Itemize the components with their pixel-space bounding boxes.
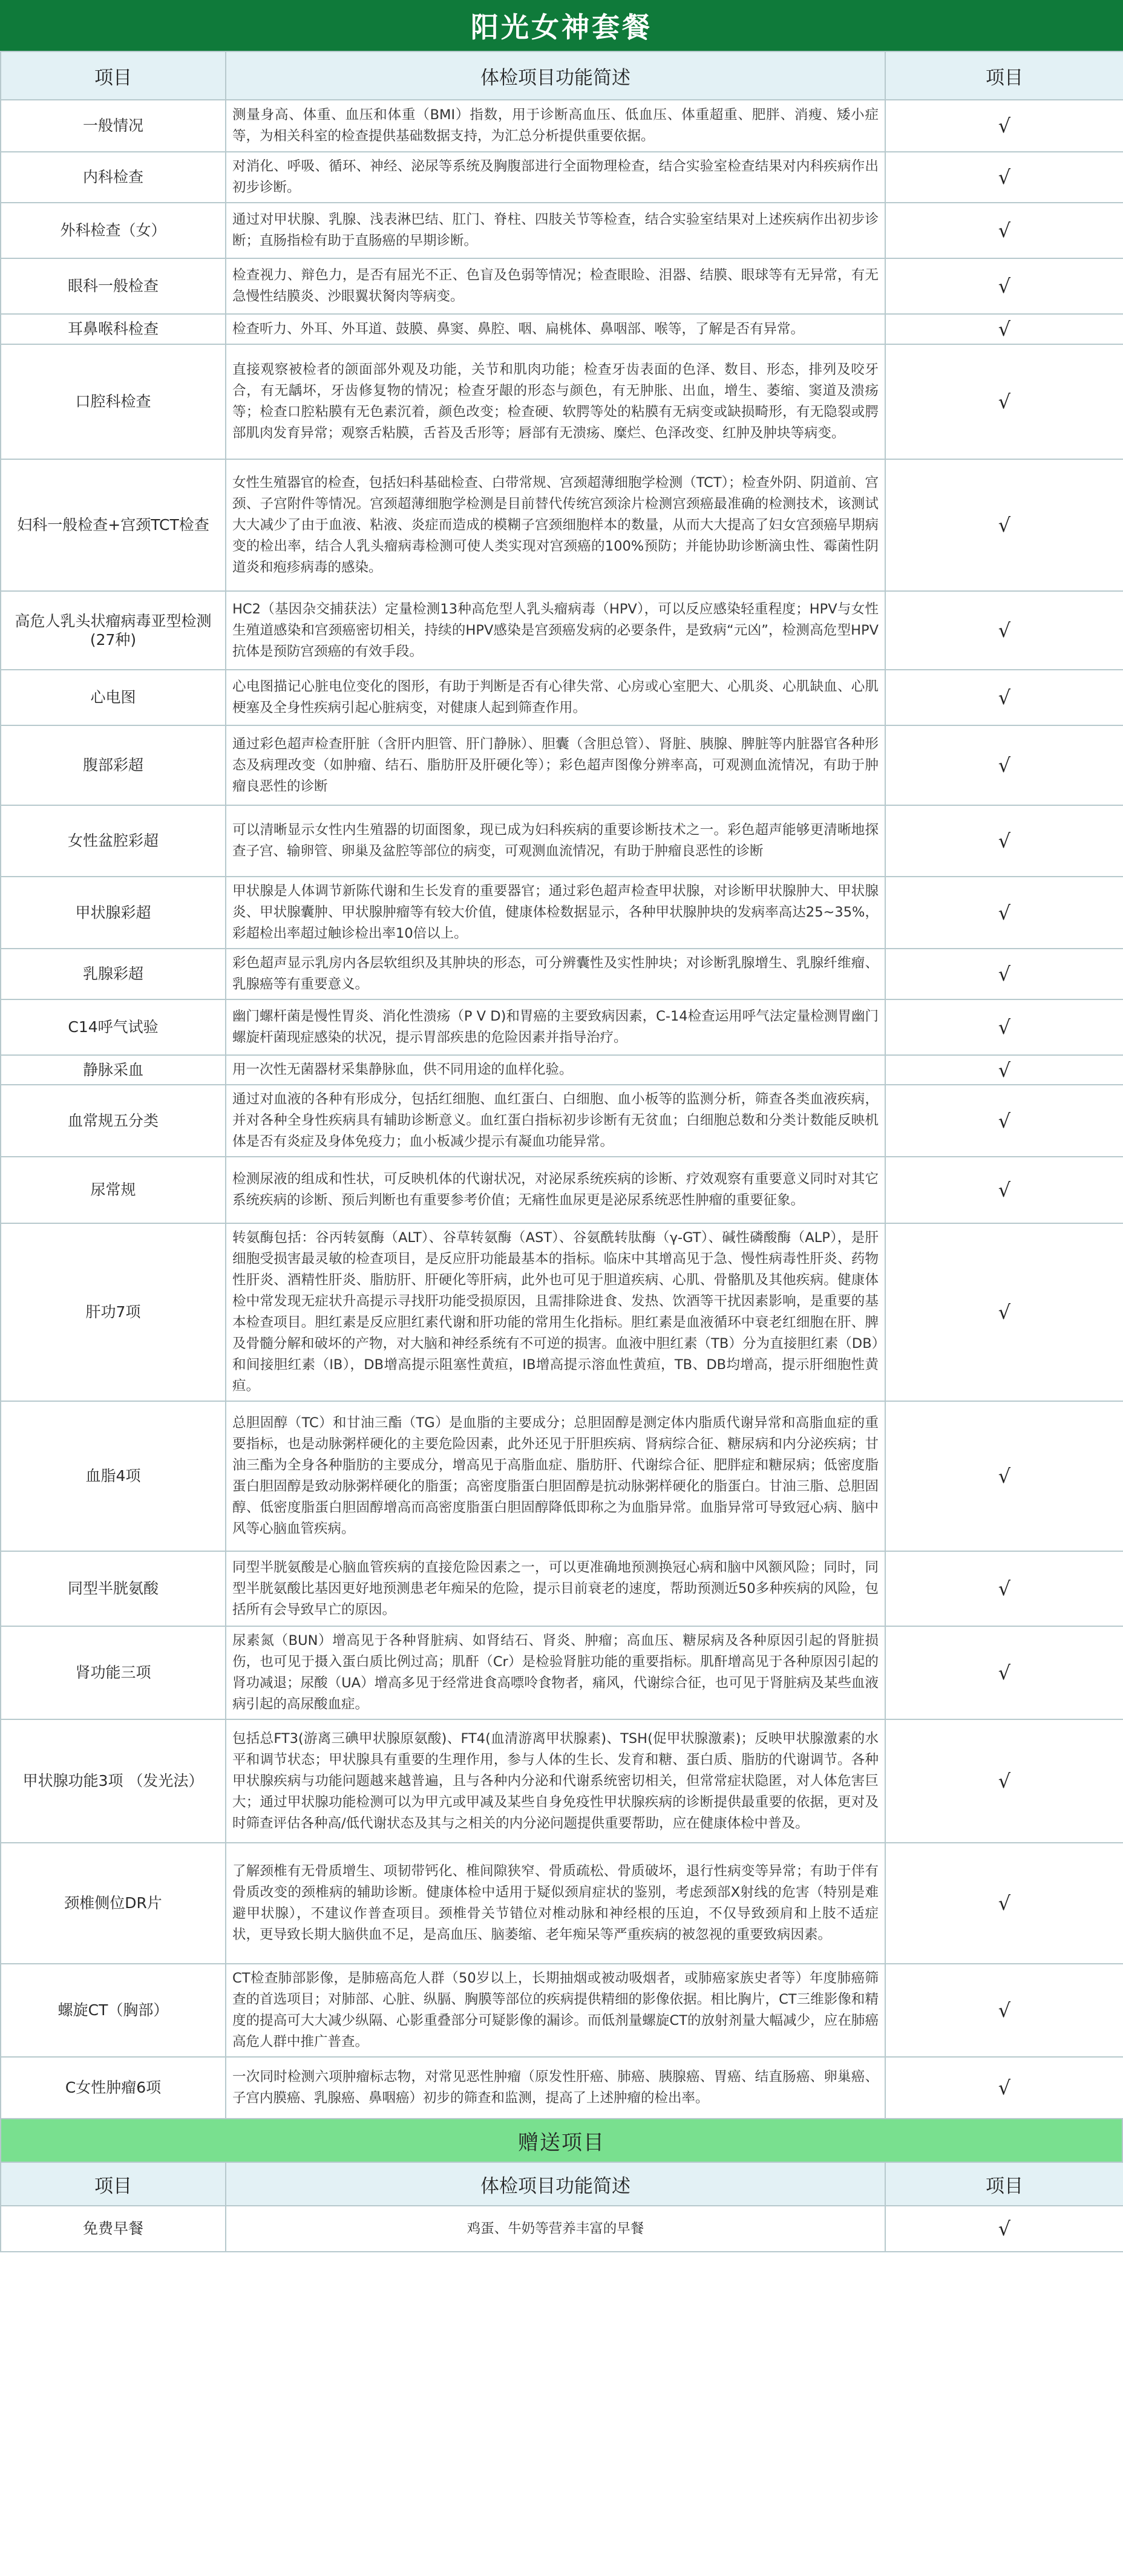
item-description: 鸡蛋、牛奶等营养丰富的早餐 (226, 2206, 885, 2252)
check-mark: √ (885, 725, 1123, 805)
check-mark: √ (885, 258, 1123, 314)
item-name: 高危人乳头状瘤病毒亚型检测(27种) (1, 591, 226, 670)
item-name: 口腔科检查 (1, 344, 226, 459)
table-row (1, 344, 1123, 459)
item-name: 螺旋CT（胸部） (1, 1964, 226, 2057)
item-description: 检测尿液的组成和性状，可反映机体的代谢状况，对泌尿系统疾病的诊断、疗效观察有重要意义同时对其它系统疾病的诊断、预后判断也有重要参考价值；无痛性血尿更是泌尿系统恶性肿瘤的重要征象。 (226, 1157, 885, 1223)
header-item: 项目 (1, 51, 226, 100)
item-name: 尿常规 (1, 1157, 226, 1223)
item-description: 同型半胱氨酸是心脑血管疾病的直接危险因素之一，可以更准确地预测换冠心病和脑中风额风险；同时，同型半胱氨酸比基因更好地预测患老年痴呆的危险，提示目前衰老的速度，帮助预测近50多种疾病的风险，包括所有会导致早亡的原因。 (226, 1551, 885, 1626)
check-mark: √ (885, 459, 1123, 591)
table-row (1, 203, 1123, 258)
item-name: 外科检查（女） (1, 203, 226, 258)
item-description: 总胆固醇（TC）和甘油三酯（TG）是血脂的主要成分；总胆固醇是测定体内脂质代谢异常和高脂血症的重要指标，也是动脉粥样硬化的主要危险因素，此外还见于肝胆疾病、肾病综合征、糖尿病和内分泌疾病；甘油三酯为全身各种脂肪的主要成分，增高见于高脂血症、脂肪肝、代谢综合征、肥胖症和糖尿病；低密度脂蛋白胆固醇是致动脉粥样硬化的脂蛋；高密度脂蛋白胆固醇是抗动脉粥样硬化的脂蛋白。甘油三脂、总胆固醇、低密度脂蛋白胆固醇增高而高密度脂蛋白胆固醇降低即称之为血脂异常。血脂异常可导致冠心病、脑中风等心脑血管疾病。 (226, 1401, 885, 1551)
gift-header-included: 项目 (885, 2162, 1123, 2206)
item-description: 了解颈椎有无骨质增生、项韧带钙化、椎间隙狭窄、骨质疏松、骨质破坏，退行性病变等异常；有助于伴有骨质改变的颈椎病的辅助诊断。健康体检中适用于疑似颈肩症状的鉴别，考虑颈部X射线的危害（特别是难避甲状腺），不建议作普查项目。颈椎骨关节错位对椎动脉和神经根的压迫，不仅导致颈肩和上肢不适症状，更导致长期大脑供血不足，是高血压、脑萎缩、老年痴呆等严重疾病的被忽视的重要致病因素。 (226, 1843, 885, 1964)
item-description: 甲状腺是人体调节新陈代谢和生长发育的重要器官；通过彩色超声检查甲状腺，对诊断甲状腺肿大、甲状腺炎、甲状腺囊肿、甲状腺肿瘤等有较大价值，健康体检数据显示，各种甲状腺肿块的发病率高达25~35%，彩超检出率超过触诊检出率10倍以上。 (226, 877, 885, 949)
check-mark: √ (885, 1964, 1123, 2057)
table-row (1, 258, 1123, 314)
item-description: 对消化、呼吸、循环、神经、泌尿等系统及胸腹部进行全面物理检查，结合实验室检查结果对内科疾病作出初步诊断。 (226, 152, 885, 203)
table-row (1, 1157, 1123, 1223)
table-row (1, 805, 1123, 877)
table-row (1, 1223, 1123, 1401)
table-header-row (1, 51, 1123, 100)
table-row (1, 725, 1123, 805)
check-mark: √ (885, 1401, 1123, 1551)
item-description: 直接观察被检者的颌面部外观及功能，关节和肌肉功能；检查牙齿表面的色泽、数目、形态，排列及咬牙合，有无龋坏，牙齿修复物的情况；检查牙龈的形态与颜色，有无肿胀、出血，增生、萎缩、窦道及溃疡等；检查口腔粘膜有无色素沉着，颜色改变；检查硬、软腭等处的粘膜有无病变或缺损畸形，有无隐裂或腭部肌肉发育异常；观察舌粘膜，舌苔及舌形等；唇部有无溃疡、糜烂、色泽改变、红肿及肿块等病变。 (226, 344, 885, 459)
item-name: 一般情况 (1, 100, 226, 152)
check-mark: √ (885, 805, 1123, 877)
item-description: 可以清晰显示女性内生殖器的切面图象，现已成为妇科疾病的重要诊断技术之一。彩色超声能够更清晰地探查子宫、输卵管、卵巢及盆腔等部位的病变，可观测血流情况，有助于肿瘤良恶性的诊断 (226, 805, 885, 877)
item-name: C女性肿瘤6项 (1, 2057, 226, 2119)
item-name: 腹部彩超 (1, 725, 226, 805)
check-mark: √ (885, 670, 1123, 725)
table-row (1, 1843, 1123, 1964)
item-description: 通过对甲状腺、乳腺、浅表淋巴结、肛门、脊柱、四肢关节等检查，结合实验室结果对上述疾病作出初步诊断；直肠指检有助于直肠癌的早期诊断。 (226, 203, 885, 258)
table-row (1, 2057, 1123, 2119)
item-description: 检查视力、辩色力，是否有屈光不正、色盲及色弱等情况；检查眼睑、泪器、结膜、眼球等有无异常，有无急慢性结膜炎、沙眼翼状胬肉等病变。 (226, 258, 885, 314)
check-mark: √ (885, 100, 1123, 152)
item-name: 静脉采血 (1, 1055, 226, 1085)
item-name: 颈椎侧位DR片 (1, 1843, 226, 1964)
item-description: 彩色超声显示乳房内各层软组织及其肿块的形态，可分辨囊性及实性肿块；对诊断乳腺增生、乳腺纤维瘤、乳腺癌等有重要意义。 (226, 949, 885, 999)
table-row (1, 1719, 1123, 1843)
check-mark: √ (885, 591, 1123, 670)
item-description: 测量身高、体重、血压和体重（BMI）指数，用于诊断高血压、低血压、体重超重、肥胖、消瘦、矮小症等，为相关科室的检查提供基础数据支持，为汇总分析提供重要依据。 (226, 100, 885, 152)
item-name: 同型半胱氨酸 (1, 1551, 226, 1626)
check-mark: √ (885, 2206, 1123, 2252)
exam-table (0, 51, 1123, 2119)
check-mark: √ (885, 999, 1123, 1055)
item-name: 女性盆腔彩超 (1, 805, 226, 877)
item-name: C14呼气试验 (1, 999, 226, 1055)
gift-header-description: 体检项目功能简述 (226, 2162, 885, 2206)
table-row (1, 1401, 1123, 1551)
check-mark: √ (885, 203, 1123, 258)
item-description: 检查听力、外耳、外耳道、鼓膜、鼻窦、鼻腔、咽、扁桃体、鼻咽部、喉等，了解是否有异常。 (226, 314, 885, 344)
item-name: 心电图 (1, 670, 226, 725)
item-description: CT检查肺部影像，是肺癌高危人群（50岁以上，长期抽烟或被动吸烟者，或肺癌家族史者等）年度肺癌筛查的首选项目；对肺部、心脏、纵膈、胸膜等部位的疾病提供精细的影像依据。相比胸片，CT三维影像和精度的提高可大大减少纵隔、心影重叠部分可疑影像的漏诊。而低剂量螺旋CT的放射剂量大幅减少，应在肺癌高危人群中推广普查。 (226, 1964, 885, 2057)
item-name: 肝功7项 (1, 1223, 226, 1401)
check-mark: √ (885, 1055, 1123, 1085)
item-description: 心电图描记心脏电位变化的图形，有助于判断是否有心律失常、心房或心室肥大、心肌炎、心肌缺血、心肌梗塞及全身性疾病引起心脏病变，对健康人起到筛查作用。 (226, 670, 885, 725)
item-description: 包括总FT3(游离三碘甲状腺原氨酸)、FT4(血清游离甲状腺素)、TSH(促甲状腺激素)；反映甲状腺激素的水平和调节状态；甲状腺具有重要的生理作用，参与人体的生长、发育和糖、蛋白质、脂肪的代谢调节。各种甲状腺疾病与功能问题越来越普遍，且与各种内分泌和代谢系统密切相关，但常常症状隐匿，对人体危害巨大；通过甲状腺功能检测可以为甲亢或甲减及某些自身免疫性甲状腺疾病的诊断提供最重要的依据，更对及时筛查评估各种高/低代谢状态及其与之相关的内分泌问题提供重要帮助，应在健康体检中普及。 (226, 1719, 885, 1843)
item-description: 一次同时检测六项肿瘤标志物，对常见恶性肿瘤（原发性肝癌、肺癌、胰腺癌、胃癌、结直肠癌、卵巢癌、子宫内膜癌、乳腺癌、鼻咽癌）初步的筛查和监测，提高了上述肿瘤的检出率。 (226, 2057, 885, 2119)
table-row (1, 1964, 1123, 2057)
check-mark: √ (885, 314, 1123, 344)
item-description: 通过对血液的各种有形成分，包括红细胞、血红蛋白、白细胞、血小板等的监测分析，筛查各类血液疾病，并对各种全身性疾病具有辅助诊断意义。血红蛋白指标初步诊断有无贫血；白细胞总数和分类计数能反映机体是否有炎症及身体免疫力；血小板减少提示有凝血功能异常。 (226, 1085, 885, 1157)
table-row (1, 670, 1123, 725)
item-name: 眼科一般检查 (1, 258, 226, 314)
table-row (1, 949, 1123, 999)
item-description: 用一次性无菌器材采集静脉血，供不同用途的血样化验。 (226, 1055, 885, 1085)
header-description: 体检项目功能简述 (226, 51, 885, 100)
table-row (1, 1055, 1123, 1085)
table-row (1, 152, 1123, 203)
item-name: 耳鼻喉科检查 (1, 314, 226, 344)
check-mark: √ (885, 152, 1123, 203)
table-row (1, 1551, 1123, 1626)
check-mark: √ (885, 1551, 1123, 1626)
check-mark: √ (885, 1626, 1123, 1719)
table-row (1, 100, 1123, 152)
table-row (1, 1626, 1123, 1719)
gift-table (0, 2162, 1123, 2252)
item-description: 尿素氮（BUN）增高见于各种肾脏病、如肾结石、肾炎、肿瘤；高血压、糖尿病及各种原因引起的肾脏损伤，也可见于摄入蛋白质比例过高；肌酐（Cr）是检验肾脏功能的重要指标。肌酐增高见于各种原因引起的肾功减退；尿酸（UA）增高多见于经常进食高嘌呤食物者，痛风，代谢综合征，也可见于肾脏病及某些血液病引起的高尿酸血症。 (226, 1626, 885, 1719)
gift-header-item: 项目 (1, 2162, 226, 2206)
item-name: 甲状腺彩超 (1, 877, 226, 949)
item-description: HC2（基因杂交捕获法）定量检测13种高危型人乳头瘤病毒（HPV），可以反应感染轻重程度；HPV与女性生殖道感染和宫颈癌密切相关，持续的HPV感染是宫颈癌发病的必要条件，是致病“元凶”，检测高危型HPV抗体是预防宫颈癌的有效手段。 (226, 591, 885, 670)
gift-header-row (1, 2162, 1123, 2206)
table-row (1, 999, 1123, 1055)
table-row (1, 314, 1123, 344)
table-row (1, 591, 1123, 670)
check-mark: √ (885, 2057, 1123, 2119)
item-description: 女性生殖器官的检查，包括妇科基础检查、白带常规、宫颈超薄细胞学检测（TCT）；检查外阴、阴道前、宫颈、子宫附件等情况。宫颈超薄细胞学检测是目前替代传统宫颈涂片检测宫颈癌最准确的检测技术，该测试大大减少了由于血液、粘液、炎症而造成的模糊子宫颈细胞样本的数量，从而大大提高了妇女宫颈癌早期病变的检出率，结合人乳头瘤病毒检测可使人类实现对宫颈癌的100%预防；并能协助诊断滴虫性、霉菌性阴道炎和疱疹病毒的感染。 (226, 459, 885, 591)
item-description: 通过彩色超声检查肝脏（含肝内胆管、肝门静脉）、胆囊（含胆总管）、肾脏、胰腺、脾脏等内脏器官各种形态及病理改变（如肿瘤、结石、脂肪肝及肝硬化等）；彩色超声图像分辨率高，可观测血流情况，有助于肿瘤良恶性的诊断 (226, 725, 885, 805)
check-mark: √ (885, 1843, 1123, 1964)
check-mark: √ (885, 949, 1123, 999)
check-mark: √ (885, 1719, 1123, 1843)
item-name: 血常规五分类 (1, 1085, 226, 1157)
check-mark: √ (885, 344, 1123, 459)
item-description: 幽门螺杆菌是慢性胃炎、消化性溃疡（P V D)和胃癌的主要致病因素，C-14检查运用呼气法定量检测胃幽门螺旋杆菌现症感染的状况，提示胃部疾患的危险因素并指导治疗。 (226, 999, 885, 1055)
check-mark: √ (885, 1157, 1123, 1223)
table-row (1, 2206, 1123, 2252)
table-row (1, 877, 1123, 949)
item-name: 妇科一般检查+宫颈TCT检查 (1, 459, 226, 591)
check-mark: √ (885, 877, 1123, 949)
header-included: 项目 (885, 51, 1123, 100)
item-name: 内科检查 (1, 152, 226, 203)
item-name: 乳腺彩超 (1, 949, 226, 999)
package-title: 阳光女神套餐 (0, 0, 1123, 51)
check-mark: √ (885, 1085, 1123, 1157)
exam-table-body (1, 100, 1123, 2119)
item-name: 甲状腺功能3项 （发光法） (1, 1719, 226, 1843)
item-name: 肾功能三项 (1, 1626, 226, 1719)
table-row (1, 459, 1123, 591)
table-row (1, 1085, 1123, 1157)
check-mark: √ (885, 1223, 1123, 1401)
gift-section-title: 赠送项目 (0, 2119, 1123, 2162)
item-name: 免费早餐 (1, 2206, 226, 2252)
item-description: 转氨酶包括：谷丙转氨酶（ALT）、谷草转氨酶（AST）、谷氨酰转肽酶（γ-GT）、碱性磷酸酶（ALP），是肝细胞受损害最灵敏的检查项目，是反应肝功能最基本的指标。临床中其增高见于急、慢性病毒性肝炎、药物性肝炎、酒精性肝炎、脂肪肝、肝硬化等肝病，此外也可见于胆道疾病、心肌、骨骼肌及其他疾病。健康体检中常发现无症状升高提示寻找肝功能受损原因，且需排除进食、发热、饮酒等干扰因素影响，是重要的基本检查项目。胆红素是反应胆红素代谢和肝功能的常用生化指标。胆红素是血液循环中衰老红细胞在肝、脾及骨髓分解和破坏的产物，对大脑和神经系统有不可逆的损害。血液中胆红素（TB）分为直接胆红素（DB）和间接胆红素（IB），DB增高提示阻塞性黄疸，IB增高提示溶血性黄疸，TB、DB均增高，提示肝细胞性黄疸。 (226, 1223, 885, 1401)
gift-table-body (1, 2206, 1123, 2252)
item-name: 血脂4项 (1, 1401, 226, 1551)
